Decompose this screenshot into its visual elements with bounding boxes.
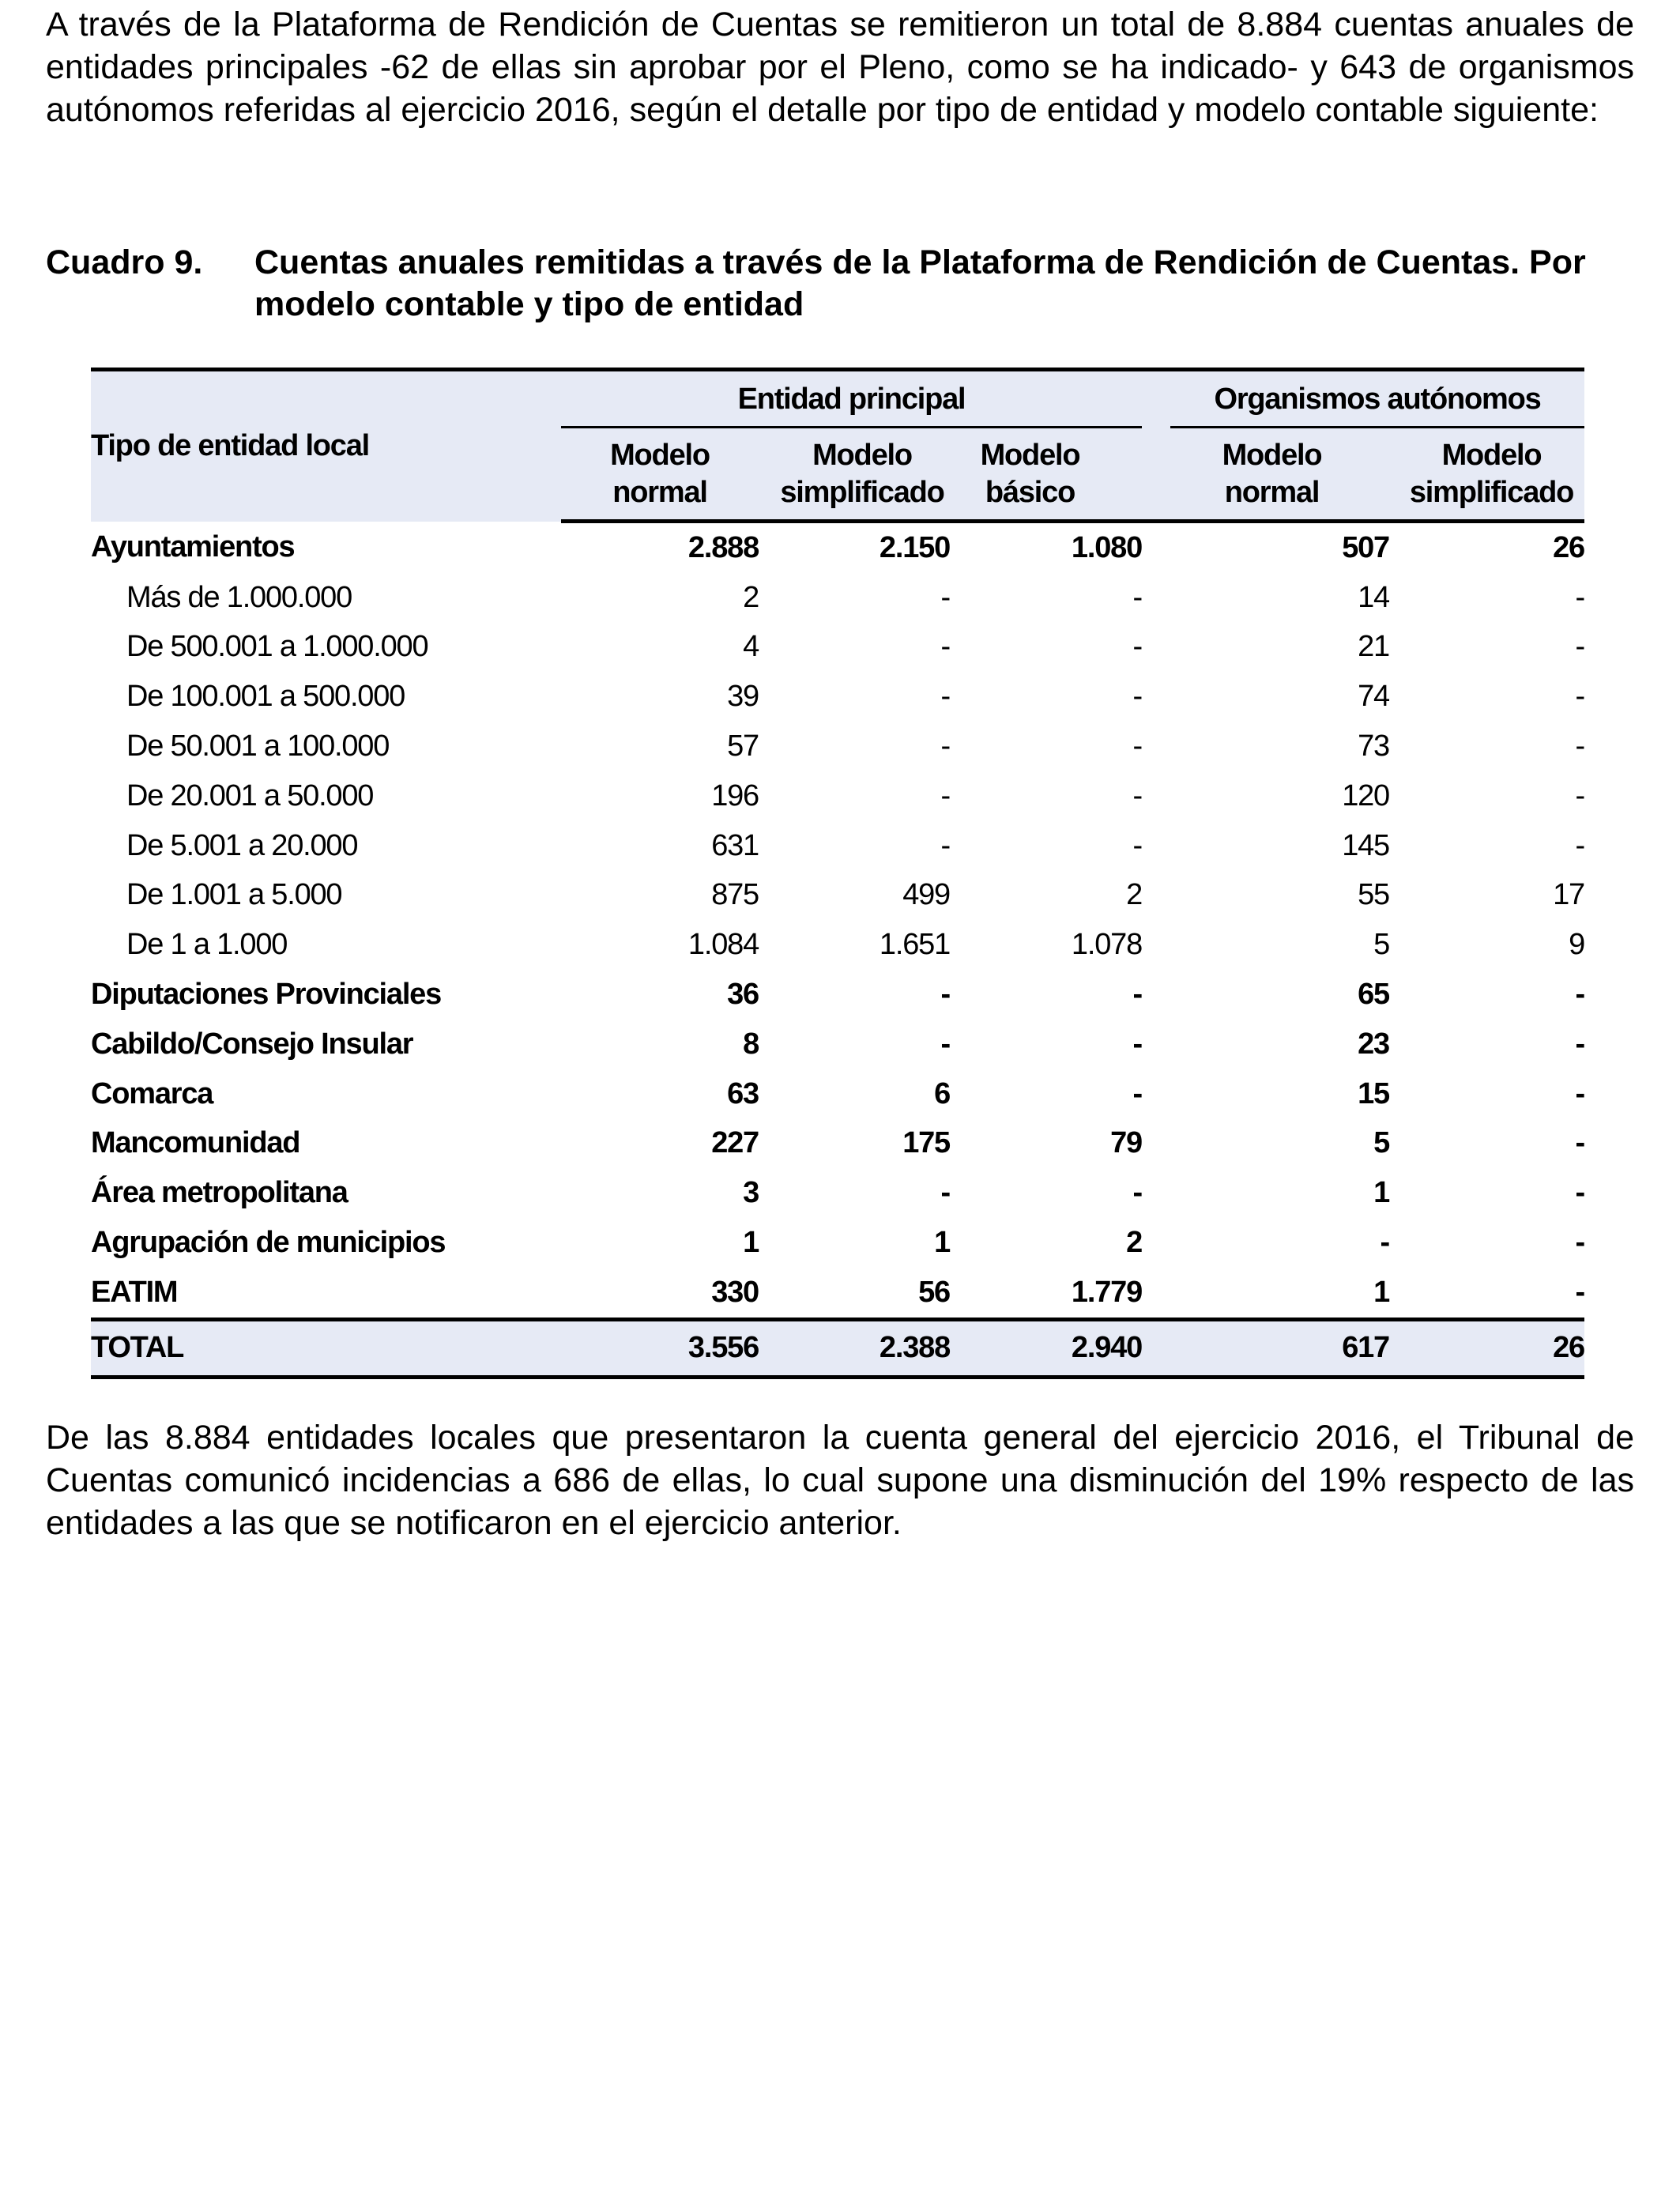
table-cell: - bbox=[1132, 1176, 1142, 1210]
total-cell: 2.388 bbox=[759, 1319, 950, 1377]
table-row bbox=[91, 821, 1584, 871]
row-label: Agrupación de municipios bbox=[91, 1226, 446, 1260]
caption-title: Cuentas anuales remitidas a través de la Plataforma de Rendición de Cuentas. Por modelo contable y tipo de entidad bbox=[254, 243, 1586, 323]
table-cell: - bbox=[940, 680, 950, 714]
table-row bbox=[91, 1218, 1584, 1268]
table-row bbox=[91, 1119, 1584, 1169]
table-cell: - bbox=[1575, 680, 1584, 714]
table-cell: - bbox=[1132, 778, 1142, 812]
table-cell: 23 bbox=[1358, 1027, 1389, 1061]
table-cell: - bbox=[1575, 729, 1584, 763]
table-cell: - bbox=[1132, 978, 1142, 1012]
header-gap bbox=[1142, 370, 1170, 429]
table-cell: 3 bbox=[743, 1176, 759, 1210]
table-cell: 2 bbox=[743, 580, 759, 614]
table-cell: 631 bbox=[711, 828, 759, 862]
outro-paragraph: De las 8.884 entidades locales que presentaron la cuenta general del ejercicio 2016, el Tribunal de Cuentas comunicó incidencias a 686 de ellas, lo cual supone una disminución del 19% respecto de las entidades a las que se notificaron en el ejercicio anterior. bbox=[46, 1419, 1634, 1542]
row-label: Más de 1.000.000 bbox=[126, 580, 352, 614]
table-cell: - bbox=[940, 580, 950, 614]
table-cell: 26 bbox=[1553, 530, 1584, 564]
row-label: Cabildo/Consejo Insular bbox=[91, 1027, 413, 1061]
table-cell: 4 bbox=[743, 630, 759, 664]
table-cell: 227 bbox=[711, 1126, 759, 1160]
table-cell: 875 bbox=[711, 878, 759, 912]
table-cell: - bbox=[1380, 1226, 1389, 1260]
col-header: Modelo básico bbox=[950, 428, 1142, 522]
table-cell: 196 bbox=[711, 778, 759, 812]
table-cell: - bbox=[1575, 1027, 1584, 1061]
table-row bbox=[91, 920, 1584, 970]
group-header-entidad-principal: Entidad principal bbox=[561, 370, 1142, 429]
table-row bbox=[91, 970, 1584, 1020]
row-label: De 5.001 a 20.000 bbox=[126, 828, 358, 862]
row-label: De 500.001 a 1.000.000 bbox=[126, 630, 428, 664]
table-cell: - bbox=[1575, 1176, 1584, 1210]
table-cell: - bbox=[1132, 630, 1142, 664]
table-cell: 79 bbox=[1110, 1126, 1142, 1160]
table-cell: 5 bbox=[1373, 1126, 1389, 1160]
total-label: TOTAL bbox=[91, 1319, 561, 1377]
table-cell: 2.150 bbox=[879, 530, 950, 564]
table-cell: 507 bbox=[1342, 530, 1389, 564]
table-cell: 5 bbox=[1373, 928, 1389, 962]
row-label: Mancomunidad bbox=[91, 1126, 300, 1160]
table-cell: - bbox=[940, 828, 950, 862]
total-row bbox=[91, 1319, 1584, 1377]
table-row bbox=[91, 623, 1584, 673]
table-cell: 1.084 bbox=[687, 928, 759, 962]
table-cell: 55 bbox=[1358, 878, 1389, 912]
table-cell: - bbox=[1575, 978, 1584, 1012]
row-label: Comarca bbox=[91, 1076, 213, 1110]
table-cell: - bbox=[940, 978, 950, 1012]
table-cell: 1 bbox=[743, 1226, 759, 1260]
table-cell: 1 bbox=[934, 1226, 950, 1260]
row-label: De 20.001 a 50.000 bbox=[126, 778, 374, 812]
row-label: De 50.001 a 100.000 bbox=[126, 729, 390, 763]
table-cell: 65 bbox=[1358, 978, 1389, 1012]
table-cell: 73 bbox=[1358, 729, 1389, 763]
total-cell: 2.940 bbox=[950, 1319, 1142, 1377]
table-cell: - bbox=[1575, 828, 1584, 862]
table-cell: - bbox=[940, 729, 950, 763]
table-cell: 1.779 bbox=[950, 1268, 1142, 1319]
table-cell: - bbox=[1575, 1076, 1584, 1110]
table-cell: - bbox=[1132, 1076, 1142, 1110]
header-row-groups bbox=[91, 370, 1584, 429]
table-cell: 15 bbox=[1358, 1076, 1389, 1110]
table-cell: 8 bbox=[743, 1027, 759, 1061]
caption-label: Cuadro 9. bbox=[46, 243, 203, 281]
col-header: Modelo normal bbox=[1170, 428, 1389, 522]
table-cell: - bbox=[1575, 778, 1584, 812]
group-header-organismos-autonomos: Organismos autónomos bbox=[1170, 370, 1584, 429]
table-cell: 2.888 bbox=[687, 530, 759, 564]
table-cell: - bbox=[940, 1027, 950, 1061]
table-cell: 1 bbox=[1373, 1176, 1389, 1210]
table-body bbox=[91, 522, 1584, 1320]
table-cell: 499 bbox=[902, 878, 950, 912]
table-cell: 2 bbox=[1126, 878, 1142, 912]
table-cell: - bbox=[1132, 828, 1142, 862]
table-row bbox=[91, 573, 1584, 623]
table-cell: 2 bbox=[1126, 1226, 1142, 1260]
table-cell: 330 bbox=[561, 1268, 759, 1319]
table-row bbox=[91, 722, 1584, 771]
table-cell: 6 bbox=[934, 1076, 950, 1110]
table-cell: - bbox=[1132, 1027, 1142, 1061]
table-cell: 57 bbox=[727, 729, 759, 763]
table-row bbox=[91, 1268, 1584, 1319]
table-cell: - bbox=[940, 1176, 950, 1210]
table-cell: 21 bbox=[1358, 630, 1389, 664]
table-cell: 175 bbox=[902, 1126, 950, 1160]
row-label: Diputaciones Provinciales bbox=[91, 978, 442, 1012]
row-label: Área metropolitana bbox=[91, 1176, 348, 1210]
table-cell: 1.651 bbox=[879, 928, 950, 962]
total-cell: 3.556 bbox=[561, 1319, 759, 1377]
table-row bbox=[91, 1168, 1584, 1218]
table-row bbox=[91, 771, 1584, 821]
row-label: Ayuntamientos bbox=[91, 530, 295, 564]
table-cell: 145 bbox=[1342, 828, 1389, 862]
table-cell: - bbox=[1575, 1226, 1584, 1260]
table-row bbox=[91, 1020, 1584, 1069]
table-cell: - bbox=[940, 778, 950, 812]
table-cell: - bbox=[1132, 580, 1142, 614]
table-cell: - bbox=[1389, 1268, 1584, 1319]
table-cell: 74 bbox=[1358, 680, 1389, 714]
corner-header: Tipo de entidad local bbox=[91, 370, 561, 522]
table-row bbox=[91, 522, 1584, 573]
col-header: Modelo normal bbox=[561, 428, 759, 522]
intro-paragraph: A través de la Plataforma de Rendición de Cuentas se remitieron un total de 8.884 cuentas anuales de entidades principales -62 de ellas sin aprobar por el Pleno, como se ha indicado- y 643 de organismos autónomos referidas al ejercicio 2016, según el detalle por tipo de entidad y modelo contable siguiente: bbox=[46, 6, 1634, 129]
total-cell: 617 bbox=[1170, 1319, 1389, 1377]
table-cell: 1.078 bbox=[1071, 928, 1142, 962]
table-cell: - bbox=[1575, 1126, 1584, 1160]
table-cell: 14 bbox=[1358, 580, 1389, 614]
table-cell: 1 bbox=[1170, 1268, 1389, 1319]
row-label: De 1.001 a 5.000 bbox=[126, 878, 342, 912]
row-label: De 100.001 a 500.000 bbox=[126, 680, 405, 714]
col-header: Modelo simplificado bbox=[1389, 428, 1584, 522]
table-row bbox=[91, 672, 1584, 722]
total-cell: 26 bbox=[1389, 1319, 1584, 1377]
table-cell: - bbox=[1575, 580, 1584, 614]
table-cell: - bbox=[1132, 729, 1142, 763]
table-cell: 39 bbox=[727, 680, 759, 714]
table-cell: - bbox=[1132, 680, 1142, 714]
col-header: Modelo simplificado bbox=[759, 428, 950, 522]
table-cell: 36 bbox=[727, 978, 759, 1012]
table-row bbox=[91, 871, 1584, 921]
table-cell: 9 bbox=[1569, 928, 1584, 962]
table-cell: 120 bbox=[1342, 778, 1389, 812]
row-label: EATIM bbox=[91, 1268, 561, 1319]
table-cell: - bbox=[940, 630, 950, 664]
table-row bbox=[91, 1069, 1584, 1119]
row-label: De 1 a 1.000 bbox=[126, 928, 288, 962]
table-cell: 56 bbox=[759, 1268, 950, 1319]
table-cell: 1.080 bbox=[1071, 530, 1142, 564]
table-cell: - bbox=[1575, 630, 1584, 664]
accounts-table bbox=[91, 368, 1584, 1379]
table-cell: 17 bbox=[1553, 878, 1584, 912]
table-cell: 63 bbox=[727, 1076, 759, 1110]
